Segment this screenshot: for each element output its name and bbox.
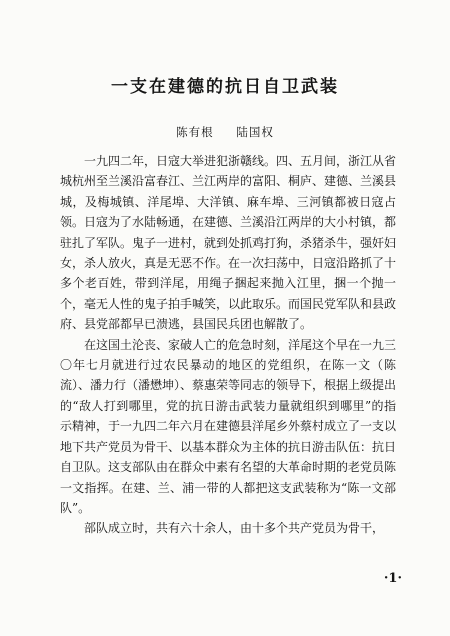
paragraph-2: 在这国土沦丧、家破人亡的危急时刻，洋尾这个早在一九三〇年七月就进行过农民暴动的地区的党组织，在陈一文（陈流）、潘力行（潘懋坤）、蔡惠荣等同志的领导下，根据上级提出的“敌人打到哪里，党的抗日游击武装力量就组织到哪里”的指示精神，于一九四二年六月在建德县洋尾乡外蔡村成立了一支以地下共产党员为骨干、以基本群众为主体的抗日游击队伍：抗日自卫队。这支部队由在群众中素有名望的大革命时期的老党员陈一文指挥。在建、兰、浦一带的人都把这支武装称为“陈一文部队”。	[60, 337, 397, 515]
body-text	[60, 151, 396, 539]
page-title: 一支在建德的抗日自卫武装	[111, 77, 339, 97]
authors-line: 陈有根 陆国权	[176, 125, 274, 139]
paragraph-3: 部队成立时，共有六十余人，由十多个共产党员为骨干，	[84, 521, 385, 536]
paragraph-1: 一九四二年，日寇大举进犯浙赣线。四、五月间，浙江从省城杭州至兰溪沿富春江、兰江两岸的富阳、桐庐、建德、兰溪县城，及梅城镇、洋尾埠、大洋镇、麻车埠、三河镇都被日寇占领。日寇为了水陆畅通，在建德、兰溪沿江两岸的大小村镇，都驻扎了军队。鬼子一进村，就到处抓鸡打狗，杀猪杀牛，强奸妇女，杀人放火，真是无恶不作。在一次扫荡中，日寇沿路抓了十多个老百姓，带到洋尾，用绳子捆起来抛入江里，捆一个抛一个，毫无人性的鬼子拍手喊笑，以此取乐。而国民党军队和县政府、县党部都早已溃逃，县国民兵团也解散了。	[60, 154, 397, 332]
page-number: ·1·	[383, 571, 402, 586]
